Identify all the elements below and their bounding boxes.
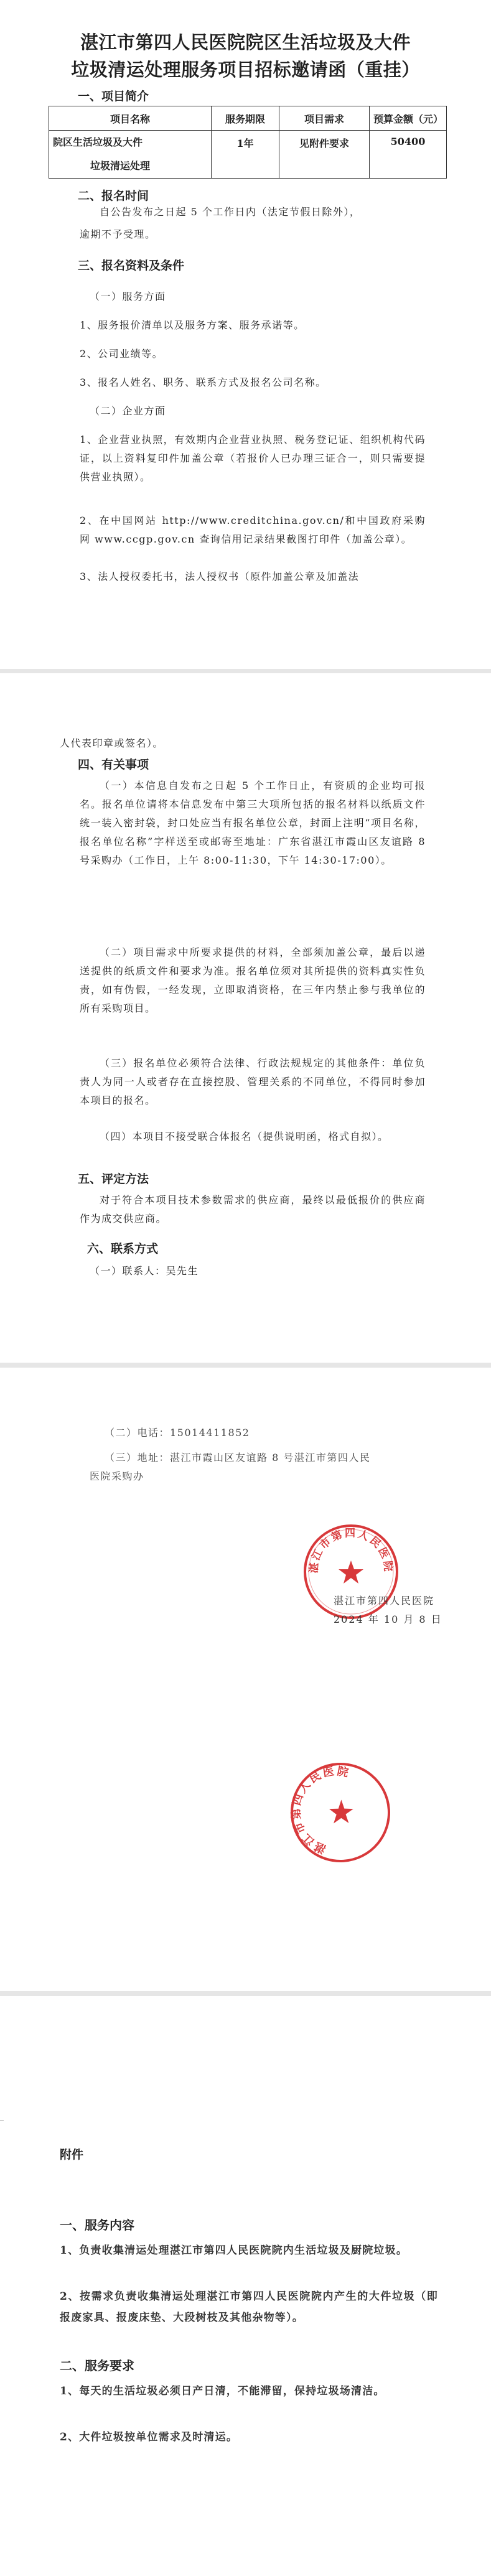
contact-person: （一）联系人：吴先生	[90, 1265, 199, 1277]
document-title-line-2: 垃圾清运处理服务项目招标邀请函（重挂）	[71, 59, 420, 80]
seal-text: 湛江市第四人民医院	[289, 1764, 352, 1856]
section-5-text: 对于符合本项目技术参数需求的供应商，最终以最低报价的供应商作为成交供应商。	[80, 1194, 426, 1225]
page-2-continuation: 人代表印章或签名）。	[60, 737, 164, 749]
attachment-heading-2: 二、服务要求	[60, 2358, 134, 2373]
document-title-line-1: 湛江市第四人民医院院区生活垃圾及大件	[80, 32, 411, 53]
attachment-item-4: 2、大件垃圾按单位需求及时清运。	[60, 2431, 238, 2443]
section-6-heading: 六、联系方式	[87, 1242, 159, 1256]
project-summary-table	[49, 106, 447, 179]
page-1	[0, 0, 491, 669]
section-2-heading: 二、报名时间	[78, 189, 149, 203]
requirement-cell: 见附件要求	[279, 131, 370, 179]
contact-phone: （二）电话：15014411852	[105, 1427, 250, 1439]
section-2-text-line-2: 逾期不予受理。	[80, 228, 156, 240]
section-3-sub-1: （一）服务方面	[90, 291, 166, 302]
project-name-line-1: 院区生活垃圾及大件	[53, 136, 143, 148]
section-1-heading: 一、项目简介	[78, 90, 149, 103]
attachment-item-3: 1、每天的生活垃圾必须日产日清，不能滞留，保持垃圾场清洁。	[60, 2385, 385, 2397]
table-header-cell: 项目需求	[279, 106, 370, 131]
section-4-item-4: （四）本项目不接受联合体报名（提供说明函，格式自拟）。	[100, 1131, 389, 1142]
table-header-cell: 预算金额（元）	[370, 106, 447, 131]
section-3-item-3: 3、报名人姓名、职务、联系方式及报名公司名称。	[80, 376, 327, 388]
page-4	[0, 1996, 491, 2576]
table-row	[49, 131, 447, 179]
seal-text: 湛江市第四人民医院	[307, 1527, 395, 1574]
section-3-item-6-start: 3、法人授权委托书，法人授权书（原件加盖公章及加盖法	[80, 571, 360, 582]
official-seal-icon	[274, 1746, 407, 1879]
section-5-heading: 五、评定方法	[78, 1172, 149, 1186]
budget-cell: 50400	[370, 131, 447, 179]
section-2-text-line-1: 自公告发布之日起 5 个工作日内（法定节假日除外），	[100, 206, 361, 218]
section-3-heading: 三、报名资料及条件	[78, 259, 185, 273]
page-3	[0, 1368, 491, 1991]
project-name-cell	[49, 131, 212, 179]
section-3-item-5: 2、在中国网站 http://www.creditchina.gov.cn/和中国政府采购网 www.ccgp.gov.cn 查询信用记录结果截图打印件（加盖公章）。	[80, 515, 426, 545]
table-header-cell: 项目名称	[49, 106, 212, 131]
attachment-heading-1: 一、服务内容	[60, 2218, 134, 2233]
section-3-sub-2: （二）企业方面	[90, 405, 166, 417]
issue-date: 2024 年 10 月 8 日	[334, 1613, 442, 1625]
section-4-item-3: （三）报名单位必须符合法律、行政法规规定的其他条件：单位负责人为同一人或者存在直接控股、管理关系的不同单位，不得同时参加本项目的报名。	[80, 1057, 426, 1106]
section-4-heading: 四、有关事项	[78, 758, 149, 772]
attachment-title: 附件	[60, 2148, 84, 2162]
contact-address-line-2: 医院采购办	[90, 1470, 144, 1482]
table-header-row	[49, 106, 447, 131]
page-2	[0, 673, 491, 1363]
project-name-line-2: 垃圾清运处理	[90, 160, 151, 172]
service-term-cell: 1年	[212, 131, 279, 179]
table-header-cell: 服务期限	[212, 106, 279, 131]
attachment-item-1: 1、负责收集清运处理湛江市第四人民医院院内生活垃圾及厨院垃圾。	[60, 2244, 408, 2257]
section-3-item-4: 1、企业营业执照，有效期内企业营业执照、税务登记证、组织机构代码证，以上资料复印件加盖公章（若报价人已办理三证合一，则只需要提供营业执照）。	[80, 434, 426, 483]
section-4-item-1: （一）本信息自发布之日起 5 个工作日止，有资质的企业均可报名。报名单位请将本信息发布中第三大项所包括的报名材料以纸质文件统一装入密封袋，封口处应当有报名单位公章，封面上注明“项目名称，报名单位名称”字样送至或邮寄至地址：广东省湛江市霞山区友谊路 8 号采购办（工作日，上午 8:00-11:30，下午 14:30-17:00）。	[80, 780, 426, 866]
contact-address-line-1: （三）地址：湛江市霞山区友谊路 8 号湛江市第四人民	[105, 1452, 371, 1463]
section-3-item-1: 1、服务报价清单以及服务方案、服务承诺等。	[80, 319, 305, 331]
section-4-item-2: （二）项目需求中所要求提供的材料，全部须加盖公章，最后以递送提供的纸质文件和要求为准。报名单位须对其所提供的资料真实性负责，如有伪假，一经发现，立即取消资格，在三年内禁止参与我单位的所有采购项目。	[80, 946, 426, 1014]
attachment-item-2: 2、按需求负责收集清运处理湛江市第四人民医院院内产生的大件垃圾（即报废家具、报废床垫、大段树枝及其他杂物等）。	[60, 2290, 438, 2324]
issuer-name: 湛江市第四人民医院	[334, 1595, 435, 1607]
section-3-item-2: 2、公司业绩等。	[80, 348, 164, 360]
